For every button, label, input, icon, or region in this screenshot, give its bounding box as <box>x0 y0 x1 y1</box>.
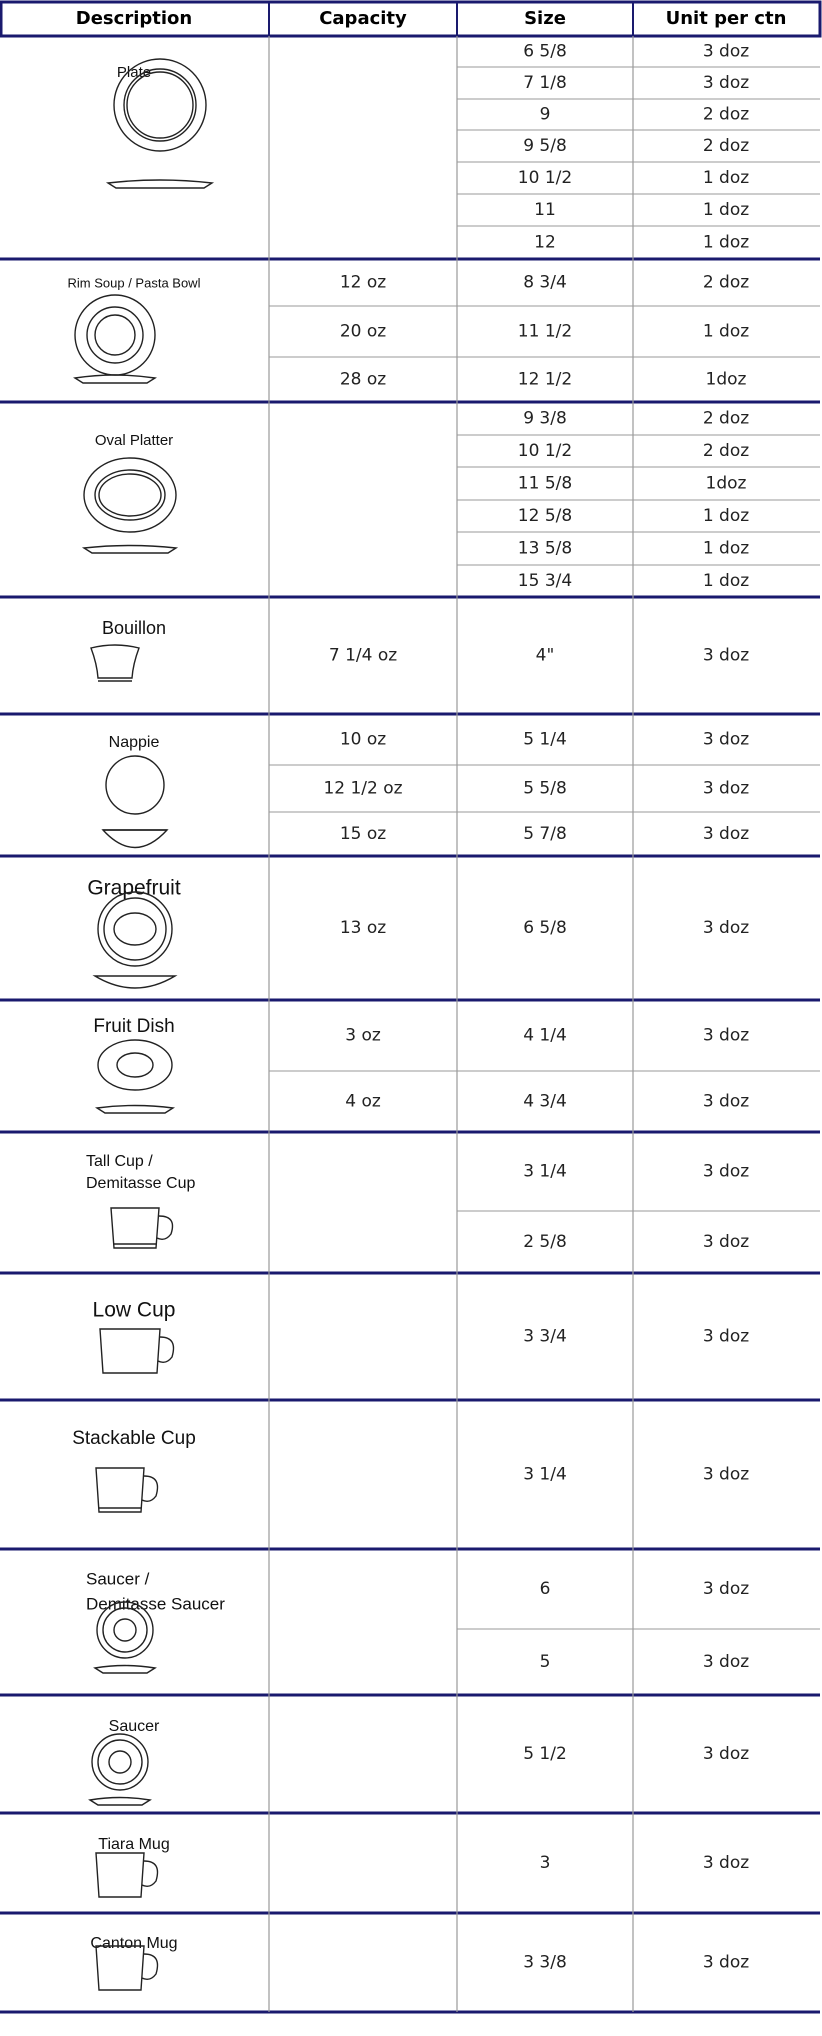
units-cell: 3 doz <box>702 1161 750 1182</box>
rim-soup-bowl-icon <box>75 295 155 383</box>
size-cell: 3 <box>539 1853 551 1873</box>
product-name: Low Cup <box>92 1298 176 1322</box>
units-cell: 3 doz <box>702 1952 750 1973</box>
units-cell: 3 doz <box>702 1744 750 1764</box>
units-cell: 3 doz <box>702 73 750 93</box>
units-cell: 1doz <box>705 369 747 390</box>
stackable-cup-icon <box>96 1468 158 1512</box>
size-cell: 4" <box>535 645 555 666</box>
units-cell: 3 doz <box>702 824 750 844</box>
units-cell: 2 doz <box>702 408 750 429</box>
units-cell: 1 doz <box>702 168 750 188</box>
column-header-size: Size <box>524 8 566 29</box>
product-group <box>86 1569 820 1673</box>
size-cell: 15 3/4 <box>517 571 573 591</box>
oval-platter-icon <box>84 458 176 553</box>
table-row <box>518 474 747 494</box>
product-group <box>87 877 749 988</box>
low-cup-icon <box>100 1329 174 1373</box>
table-row <box>523 73 749 93</box>
nappie-bowl-icon <box>103 756 167 848</box>
table-row <box>345 1092 749 1112</box>
table-row <box>340 370 747 390</box>
size-cell: 5 1/2 <box>523 1744 567 1764</box>
size-cell: 3 1/4 <box>523 1161 567 1182</box>
product-name: Grapefruit <box>87 876 181 900</box>
size-cell: 6 5/8 <box>523 41 567 62</box>
table-row <box>340 322 749 342</box>
product-name: Tall Cup / <box>86 1153 153 1171</box>
product-name: Saucer / <box>86 1569 150 1589</box>
units-cell: 3 doz <box>702 1464 750 1485</box>
table-row <box>540 105 750 125</box>
product-group <box>103 730 820 848</box>
tiara-mug-icon <box>96 1853 158 1897</box>
size-cell: 5 1/4 <box>523 729 567 750</box>
table-row <box>523 1744 749 1764</box>
product-name: Bouillon <box>101 617 167 638</box>
column-header-capacity: Capacity <box>319 8 407 29</box>
units-cell: 3 doz <box>702 778 750 799</box>
column-header-unit-per-ctn: Unit per ctn <box>665 8 787 29</box>
product-name: Stackable Cup <box>72 1428 196 1450</box>
capacity-cell: 28 oz <box>339 369 387 390</box>
size-cell: 5 <box>539 1652 551 1672</box>
product-group <box>90 1935 749 1990</box>
units-cell: 1 doz <box>702 232 750 253</box>
size-cell: 3 3/8 <box>523 1952 567 1973</box>
product-group <box>108 42 820 253</box>
capacity-cell: 15 oz <box>339 824 387 844</box>
size-cell: 9 5/8 <box>523 136 567 156</box>
capacity-cell: 12 1/2 oz <box>323 778 403 799</box>
table-row <box>523 1465 749 1485</box>
size-cell: 2 5/8 <box>523 1232 567 1252</box>
table-row <box>523 1327 749 1347</box>
saucer-icon <box>90 1734 150 1805</box>
table-row <box>340 824 749 844</box>
size-cell: 11 <box>534 200 556 220</box>
table-row <box>523 1953 749 1973</box>
product-name: Demitasse Cup <box>86 1175 196 1193</box>
capacity-cell: 4 oz <box>345 1091 381 1112</box>
units-cell: 3 doz <box>702 1091 750 1112</box>
units-cell: 3 doz <box>702 1652 750 1672</box>
units-cell: 3 doz <box>702 1579 750 1599</box>
size-cell: 5 5/8 <box>523 778 567 799</box>
table-row <box>523 409 749 429</box>
units-cell: 3 doz <box>702 729 750 750</box>
table-row <box>540 1579 750 1599</box>
size-cell: 9 3/8 <box>523 408 567 429</box>
product-name: Canton Mug <box>90 1935 178 1953</box>
canton-mug-icon <box>96 1946 158 1990</box>
size-cell: 12 1/2 <box>517 369 573 390</box>
size-cell: 10 1/2 <box>517 441 573 461</box>
size-cell: 6 <box>539 1579 551 1599</box>
table-row <box>323 779 749 799</box>
units-cell: 1doz <box>705 473 747 494</box>
size-cell: 10 1/2 <box>517 168 573 188</box>
units-cell: 2 doz <box>702 272 750 293</box>
units-cell: 3 doz <box>702 1853 750 1873</box>
table-row <box>523 42 749 62</box>
capacity-cell: 20 oz <box>339 321 387 342</box>
capacity-cell: 12 oz <box>339 272 387 293</box>
units-cell: 3 doz <box>702 1326 750 1347</box>
table-row <box>540 1853 750 1873</box>
table-row <box>523 136 749 156</box>
units-cell: 2 doz <box>702 136 750 156</box>
product-group <box>96 1836 749 1897</box>
product-name: Nappie <box>108 734 160 752</box>
size-cell: 5 7/8 <box>523 824 567 844</box>
units-cell: 1 doz <box>702 538 750 559</box>
table-row <box>345 1026 749 1046</box>
product-name: Rim Soup / Pasta Bowl <box>67 275 201 291</box>
tall-cup-icon <box>111 1208 173 1248</box>
units-cell: 2 doz <box>702 441 750 461</box>
table-row <box>523 1162 749 1182</box>
size-cell: 7 1/8 <box>523 73 567 93</box>
product-group <box>90 1718 749 1805</box>
size-cell: 4 3/4 <box>523 1091 567 1112</box>
units-cell: 3 doz <box>702 645 750 666</box>
units-cell: 1 doz <box>702 200 750 220</box>
product-group <box>84 409 820 592</box>
bouillon-cup-icon <box>91 645 139 681</box>
size-cell: 3 3/4 <box>523 1326 567 1347</box>
product-name: Fruit Dish <box>93 1016 175 1038</box>
table-row <box>329 646 749 666</box>
capacity-cell: 13 oz <box>339 918 387 938</box>
units-cell: 3 doz <box>702 41 750 62</box>
product-name: Tiara Mug <box>98 1836 170 1854</box>
product-group <box>91 618 749 681</box>
table-row <box>340 918 749 938</box>
capacity-cell: 7 1/4 oz <box>328 645 398 666</box>
grapefruit-bowl-icon <box>95 892 175 988</box>
product-name: Plate <box>116 63 152 81</box>
product-name: Demitasse Saucer <box>86 1594 225 1614</box>
capacity-cell: 3 oz <box>345 1025 381 1046</box>
size-cell: 6 5/8 <box>523 918 567 938</box>
capacity-cell: 10 oz <box>339 729 387 750</box>
size-cell: 12 <box>534 232 556 253</box>
product-name: Saucer <box>108 1718 160 1736</box>
units-cell: 3 doz <box>702 1025 750 1046</box>
size-cell: 4 1/4 <box>523 1025 567 1046</box>
table-row <box>340 273 749 293</box>
units-cell: 1 doz <box>702 321 750 342</box>
column-header-description: Description <box>75 8 193 29</box>
units-cell: 3 doz <box>702 918 750 938</box>
table-row <box>534 200 749 220</box>
size-cell: 9 <box>539 104 551 125</box>
product-group <box>68 273 820 390</box>
table-row <box>340 730 749 750</box>
table-row <box>523 1232 749 1252</box>
fruit-dish-icon <box>97 1040 173 1113</box>
units-cell: 2 doz <box>702 104 750 125</box>
size-cell: 3 1/4 <box>523 1464 567 1485</box>
size-cell: 11 5/8 <box>517 473 573 494</box>
table-row <box>540 1652 750 1672</box>
size-cell: 13 5/8 <box>517 538 573 559</box>
product-group <box>72 1428 749 1512</box>
product-group <box>86 1153 820 1252</box>
product-name: Oval Platter <box>94 431 174 449</box>
size-cell: 11 1/2 <box>517 321 573 342</box>
units-cell: 1 doz <box>702 506 750 526</box>
product-group <box>93 1299 750 1373</box>
table-row <box>534 233 749 253</box>
size-cell: 8 3/4 <box>523 272 567 293</box>
units-cell: 3 doz <box>702 1232 750 1252</box>
units-cell: 1 doz <box>702 571 750 591</box>
size-cell: 12 5/8 <box>517 506 573 526</box>
